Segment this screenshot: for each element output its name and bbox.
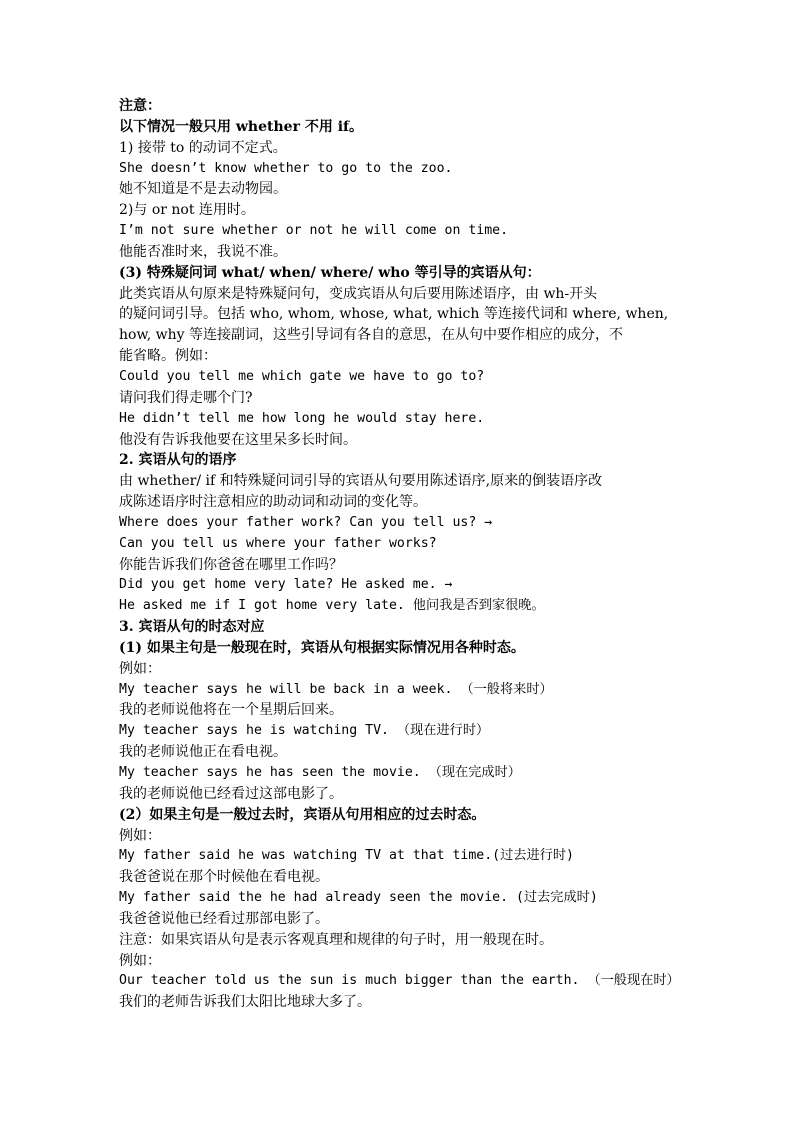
text-line: 他能否准时来，我说不准。 <box>119 243 287 260</box>
text-line: Our teacher told us the sun is much bigger than the earth. （一般现在时） <box>119 973 680 989</box>
heading-line: (1) 如果主句是一般现在时，宾语从句根据实际情况用各种时态。 <box>119 639 525 656</box>
text-line: 我们的老师告诉我们太阳比地球大多了。 <box>119 994 371 1011</box>
heading-line: 以下情况一般只用 whether 不用 if。 <box>119 118 364 135</box>
text-line: 注意：如果宾语从句是表示客观真理和规律的句子时，用一般现在时。 <box>119 931 553 948</box>
text-line: 2)与 or not 连用时。 <box>119 202 255 219</box>
text-line: 他没有告诉我他要在这里呆多长时间。 <box>119 431 357 448</box>
text-line: 成陈述语序时注意相应的助动词和动词的变化等。 <box>119 494 427 511</box>
text-line: how, why 等连接副词，这些引导词有各自的意思，在从句中要作相应的成分，不 <box>119 327 624 344</box>
text-line: 我的老师说他正在看电视。 <box>119 744 287 761</box>
document-page <box>119 96 684 1013</box>
text-line: 我爸爸说在那个时候他在看电视。 <box>119 869 329 886</box>
heading-line: 3. 宾语从句的时态对应 <box>119 619 265 636</box>
text-line: He didn’t tell me how long he would stay here. <box>119 410 485 426</box>
text-line: 我的老师说他将在一个星期后回来。 <box>119 702 343 719</box>
text-line: 由 whether/ if 和特殊疑问词引导的宾语从句要用陈述语序,原来的倒装语序改 <box>119 473 603 490</box>
text-line: My teacher says he will be back in a week. （一般将来时） <box>119 681 553 697</box>
heading-line: (2）如果主句是一般过去时，宾语从句用相应的过去时态。 <box>119 806 486 823</box>
text-line: Could you tell me which gate we have to go to? <box>119 368 485 384</box>
text-line: 能省略。例如： <box>119 348 217 365</box>
text-line: My father said he was watching TV at that time.(过去进行时) <box>119 848 574 864</box>
text-line: 你能告诉我们你爸爸在哪里工作吗？ <box>119 556 343 573</box>
text-line: 例如： <box>119 952 161 969</box>
text-line: 我爸爸说他已经看过那部电影了。 <box>119 910 329 927</box>
text-line: Can you tell us where your father works? <box>119 535 437 551</box>
text-line: My father said the he had already seen the movie. (过去完成时) <box>119 890 598 906</box>
text-line: 1) 接带 to 的动词不定式。 <box>119 139 287 156</box>
heading-line: 注意： <box>119 98 161 114</box>
text-line: He asked me if I got home very late. 他问我是否到家很晚。 <box>119 598 545 614</box>
text-line: 此类宾语从句原来是特殊疑问句，变成宾语从句后要用陈述语序，由 wh-开头 <box>119 285 598 302</box>
text-line: Where does your father work? Can you tell us? → <box>119 514 493 530</box>
text-line: 我的老师说他已经看过这部电影了。 <box>119 785 343 802</box>
text-line: 的疑问词引导。包括 who, whom, whose, what, which 等连接代词和 where, when, <box>119 306 669 323</box>
text-line: My teacher says he is watching TV. （现在进行时） <box>119 723 490 739</box>
text-line: She doesn’t know whether to go to the zoo. <box>119 160 453 176</box>
text-line: 请问我们得走哪个门? <box>119 389 253 406</box>
text-line: I’m not sure whether or not he will come on time. <box>119 223 509 239</box>
text-line: Did you get home very late? He asked me. → <box>119 577 453 593</box>
text-line: 例如： <box>119 660 161 677</box>
heading-line: 2. 宾语从句的语序 <box>119 452 237 469</box>
text-line: 例如： <box>119 827 161 844</box>
text-line: 她不知道是不是去动物园。 <box>119 181 287 198</box>
heading-line: (3) 特殊疑问词 what/ when/ where/ who 等引导的宾语从句： <box>119 264 541 281</box>
text-line: My teacher says he has seen the movie. （现在完成时） <box>119 765 521 780</box>
